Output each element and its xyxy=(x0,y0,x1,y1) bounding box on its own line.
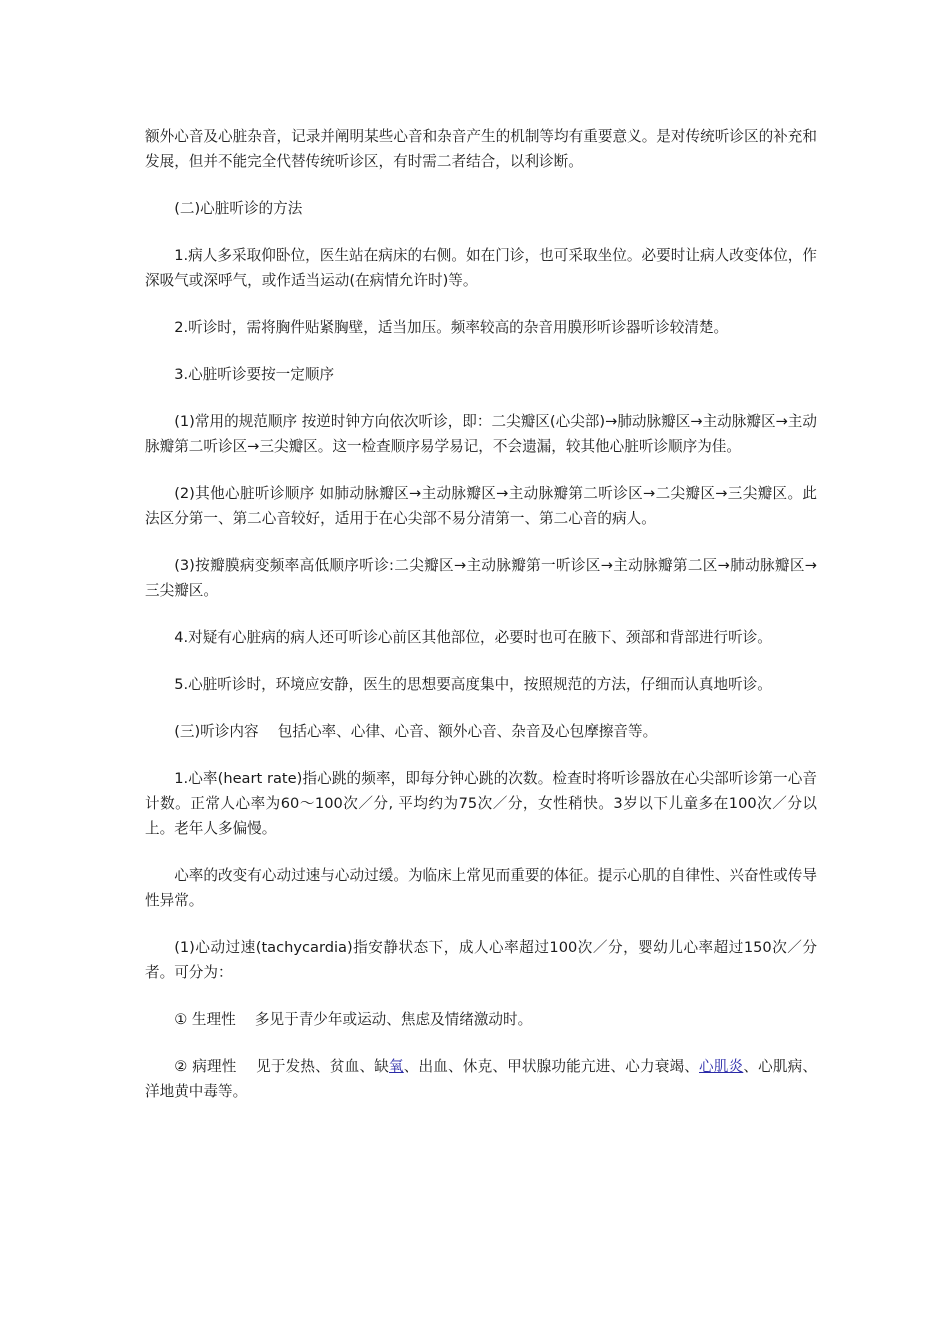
document-body xyxy=(145,124,817,1126)
paragraph xyxy=(145,315,817,340)
paragraph xyxy=(145,935,817,985)
paragraph xyxy=(145,362,817,387)
paragraph-text: 、心肌病、洋地黄中毒等。 xyxy=(145,1058,817,1100)
paragraph-text: (2)其他心脏听诊顺序 如肺动脉瓣区→主动脉瓣区→主动脉瓣第二听诊区→二尖瓣区→三尖瓣区。此法区分第一、第二心音较好，适用于在心尖部不易分清第一、第二心音的病人。 xyxy=(145,485,817,527)
paragraph-text: (二)心脏听诊的方法 xyxy=(174,200,303,217)
paragraph xyxy=(145,553,817,603)
paragraph xyxy=(145,766,817,841)
paragraph xyxy=(145,719,817,744)
paragraph xyxy=(145,1007,817,1032)
paragraph-text: 2.听诊时，需将胸件贴紧胸壁，适当加压。频率较高的杂音用膜形听诊器听诊较清楚。 xyxy=(174,319,729,336)
paragraph-text: 1.病人多采取仰卧位，医生站在病床的右侧。如在门诊，也可采取坐位。必要时让病人改变体位，作深吸气或深呼气，或作适当运动(在病情允许时)等。 xyxy=(145,247,817,289)
paragraph-text: (3)按瓣膜病变频率高低顺序听诊:二尖瓣区→主动脉瓣第一听诊区→主动脉瓣第二区→肺动脉瓣区→三尖瓣区。 xyxy=(145,557,817,599)
paragraph-text: (1)心动过速(tachycardia)指安静状态下，成人心率超过100次／分，婴幼儿心率超过150次／分者。可分为： xyxy=(145,939,817,981)
paragraph-text: 3.心脏听诊要按一定顺序 xyxy=(174,366,335,383)
paragraph-text: 额外心音及心脏杂音，记录并阐明某些心音和杂音产生的机制等均有重要意义。是对传统听诊区的补充和发展，但并不能完全代替传统听诊区，有时需二者结合，以利诊断。 xyxy=(145,128,817,170)
paragraph-text: ② 病理性 见于发热、贫血、缺 xyxy=(174,1058,389,1075)
paragraph-text: 4.对疑有心脏病的病人还可听诊心前区其他部位，必要时也可在腋下、颈部和背部进行听诊。 xyxy=(174,629,772,646)
paragraph xyxy=(145,409,817,459)
paragraph-text: 5.心脏听诊时，环境应安静，医生的思想要高度集中，按照规范的方法，仔细而认真地听诊。 xyxy=(174,676,772,693)
paragraph-text: (1)常用的规范顺序 按逆时钟方向依次听诊，即：二尖瓣区(心尖部)→肺动脉瓣区→主动脉瓣区→主动脉瓣第二听诊区→三尖瓣区。这一检查顺序易学易记，不会遗漏，较其他心脏听诊顺序为佳。 xyxy=(145,413,817,455)
paragraph-text: 1.心率(heart rate)指心跳的频率，即每分钟心跳的次数。检查时将听诊器放在心尖部听诊第一心音计数。正常人心率为60～100次／分, 平均约为75次／分，女性稍快。3岁以下儿童多在100次／分以上。老年人多偏慢。 xyxy=(145,770,817,837)
paragraph-text: 、出血、休克、甲状腺功能亢进、心力衰竭、 xyxy=(403,1058,700,1075)
paragraph xyxy=(145,625,817,650)
paragraph xyxy=(145,124,817,174)
paragraph xyxy=(145,481,817,531)
paragraph-text: (三)听诊内容 包括心率、心律、心音、额外心音、杂音及心包摩擦音等。 xyxy=(174,723,658,740)
hyperlink[interactable]: 氧 xyxy=(388,1058,404,1075)
paragraph xyxy=(145,672,817,697)
paragraph xyxy=(145,196,817,221)
paragraph xyxy=(145,863,817,913)
paragraph xyxy=(145,1054,817,1104)
paragraph-text: 心率的改变有心动过速与心动过缓。为临床上常见而重要的体征。提示心肌的自律性、兴奋性或传导性异常。 xyxy=(145,867,817,909)
paragraph xyxy=(145,243,817,293)
paragraph-text: ① 生理性 多见于青少年或运动、焦虑及情绪激动时。 xyxy=(174,1011,533,1028)
hyperlink[interactable]: 心肌炎 xyxy=(699,1058,744,1075)
